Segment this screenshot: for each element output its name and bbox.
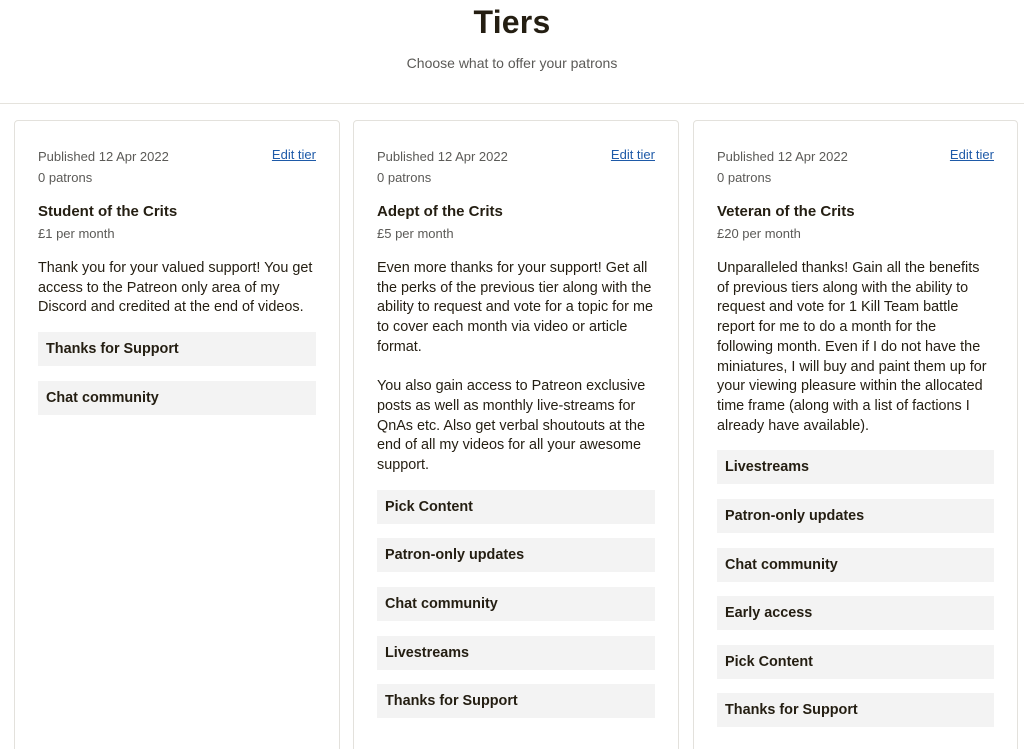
tier-card-student — [14, 120, 340, 749]
page-header — [0, 0, 1024, 104]
description-paragraph: Thank you for your valued support! You get access to the Patreon only area of my Discord and credited at the end of videos. — [38, 260, 313, 316]
edit-tier-link[interactable]: Edit tier — [610, 147, 655, 162]
published-date: Published 12 Apr 2022 — [717, 149, 848, 164]
tier-price: £1 per month — [38, 226, 115, 241]
tier-description — [377, 259, 655, 476]
benefit-item: Patron-only updates — [717, 499, 994, 533]
tier-name: Veteran of the Crits — [717, 203, 855, 220]
benefit-list — [38, 332, 316, 415]
tier-name: Adept of the Crits — [377, 203, 503, 220]
benefit-item: Chat community — [377, 587, 655, 621]
benefit-item: Livestreams — [717, 450, 994, 484]
published-date: Published 12 Apr 2022 — [38, 149, 169, 164]
tier-price: £5 per month — [377, 226, 454, 241]
benefit-item: Pick Content — [717, 645, 994, 679]
tier-card-adept — [353, 120, 679, 749]
tier-description — [717, 259, 994, 436]
benefit-item: Pick Content — [377, 490, 655, 524]
benefit-item: Thanks for Support — [38, 332, 316, 366]
benefit-item: Chat community — [717, 548, 994, 582]
benefit-item: Thanks for Support — [377, 684, 655, 718]
benefit-item: Chat community — [38, 381, 316, 415]
benefit-item: Patron-only updates — [377, 538, 655, 572]
benefit-item: Thanks for Support — [717, 693, 994, 727]
description-paragraph: Unparalleled thanks! Gain all the benefits of previous tiers along with the ability to request and vote for 1 Kill Team battle report for me to do a month for the following month. Even if I do not have the miniatures, I will buy and paint them up for your viewing pleasure within the allocated time frame (along with a list of factions I already have available). — [717, 260, 987, 434]
page-subtitle: Choose what to offer your patrons — [406, 55, 618, 71]
patron-count: 0 patrons — [377, 170, 432, 185]
patron-count: 0 patrons — [717, 170, 772, 185]
tier-price: £20 per month — [717, 226, 801, 241]
benefit-list — [377, 490, 655, 718]
page-title: Tiers — [473, 4, 551, 40]
description-paragraph: You also gain access to Patreon exclusive posts as well as monthly live-streams for QnAs etc. Also get verbal shoutouts at the end of all my videos for all your awesome support. — [377, 378, 646, 474]
description-paragraph: Even more thanks for your support! Get all the perks of the previous tier along with the ability to request and vote for a topic for me to cover each month via video or article format. — [377, 260, 653, 355]
edit-tier-link[interactable]: Edit tier — [271, 147, 316, 162]
tier-card-veteran — [693, 120, 1018, 749]
benefit-item: Early access — [717, 596, 994, 630]
tier-name: Student of the Crits — [38, 203, 178, 220]
tier-description — [38, 259, 316, 318]
benefit-list — [717, 450, 994, 727]
benefit-item: Livestreams — [377, 636, 655, 670]
edit-tier-link[interactable]: Edit tier — [949, 147, 994, 162]
patron-count: 0 patrons — [38, 170, 93, 185]
published-date: Published 12 Apr 2022 — [377, 149, 508, 164]
